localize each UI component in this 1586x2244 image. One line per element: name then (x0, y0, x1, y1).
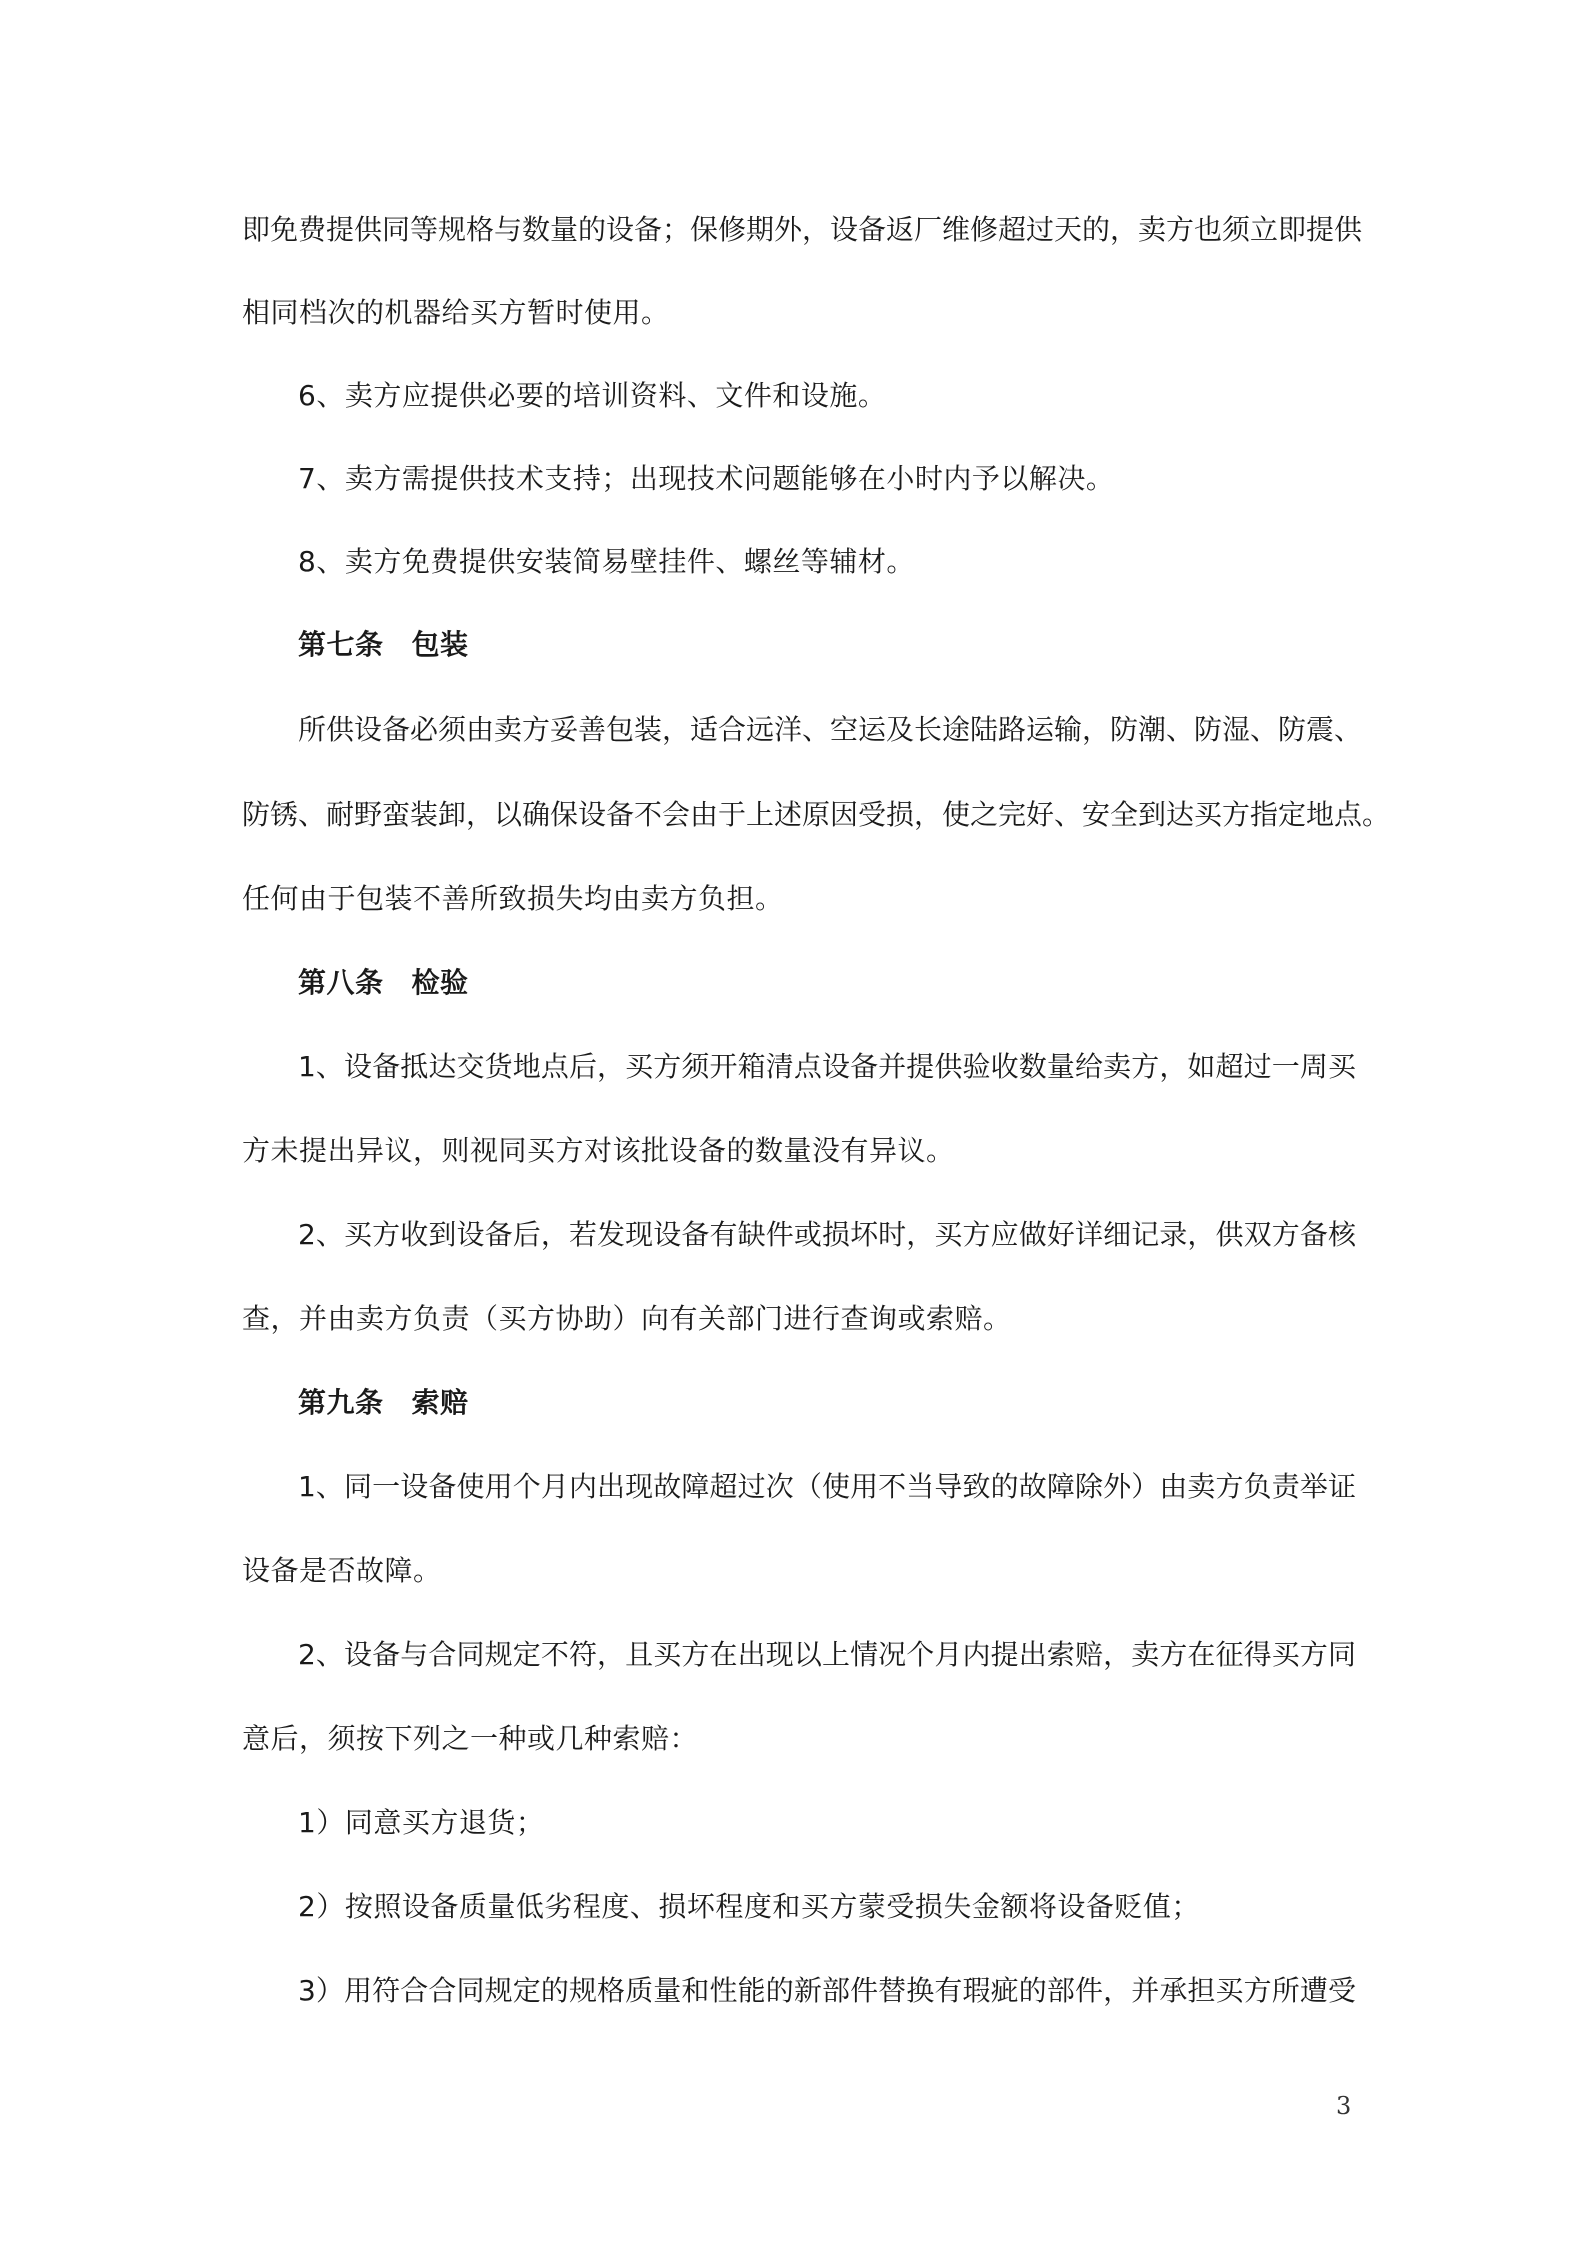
list-item-2: 2、买方收到设备后，若发现设备有缺件或损坏时，买方应做好详细记录，供双方备核 (298, 1218, 1356, 1251)
list-item-8: 8、卖方免费提供安装简易壁挂件、螺丝等辅材。 (298, 545, 915, 578)
sub-list-item-3: 3）用符合合同规定的规格质量和性能的新部件替换有瑕疵的部件，并承担买方所遭受 (298, 1974, 1356, 2007)
list-item-7: 7、卖方需提供技术支持；出现技术问题能够在小时内予以解决。 (298, 462, 1115, 495)
article-title: 检验 (411, 966, 469, 999)
article-9-heading (298, 1383, 469, 1423)
paragraph-line: 所供设备必须由卖方妥善包装，适合远洋、空运及长途陆路运输，防潮、防湿、防震、 (298, 713, 1363, 746)
sub-list-item-1: 1）同意买方退货； (298, 1806, 545, 1839)
article-8-heading (298, 963, 469, 1003)
paragraph-line: 查，并由卖方负责（买方协助）向有关部门进行查询或索赔。 (242, 1302, 1012, 1335)
paragraph-line: 意后，须按下列之一种或几种索赔： (242, 1722, 699, 1755)
list-item-1: 1、同一设备使用个月内出现故障超过次（使用不当导致的故障除外）由卖方负责举证 (298, 1470, 1356, 1503)
list-item-2: 2、设备与合同规定不符，且买方在出现以上情况个月内提出索赔，卖方在征得买方同 (298, 1638, 1356, 1671)
paragraph-line: 即免费提供同等规格与数量的设备；保修期外，设备返厂维修超过天的，卖方也须立即提供 (242, 213, 1363, 246)
list-item-1: 1、设备抵达交货地点后，买方须开箱清点设备并提供验收数量给卖方，如超过一周买 (298, 1050, 1356, 1083)
paragraph-line: 设备是否故障。 (242, 1554, 442, 1587)
article-7-heading (298, 625, 469, 665)
article-title: 包装 (411, 628, 469, 661)
article-number: 第九条 (298, 1386, 384, 1419)
paragraph-line: 防锈、耐野蛮装卸，以确保设备不会由于上述原因受损，使之完好、安全到达买方指定地点。 (242, 798, 1391, 831)
sub-list-item-2: 2）按照设备质量低劣程度、损坏程度和买方蒙受损失金额将设备贬值； (298, 1890, 1200, 1923)
article-title: 索赔 (411, 1386, 469, 1419)
paragraph-line: 相同档次的机器给买方暂时使用。 (242, 296, 670, 329)
list-item-6: 6、卖方应提供必要的培训资料、文件和设施。 (298, 379, 887, 412)
page-number: 3 (1336, 2092, 1352, 2120)
paragraph-line: 任何由于包装不善所致损失均由卖方负担。 (242, 882, 784, 915)
article-number: 第七条 (298, 628, 384, 661)
paragraph-line: 方未提出异议，则视同买方对该批设备的数量没有异议。 (242, 1134, 955, 1167)
article-number: 第八条 (298, 966, 384, 999)
